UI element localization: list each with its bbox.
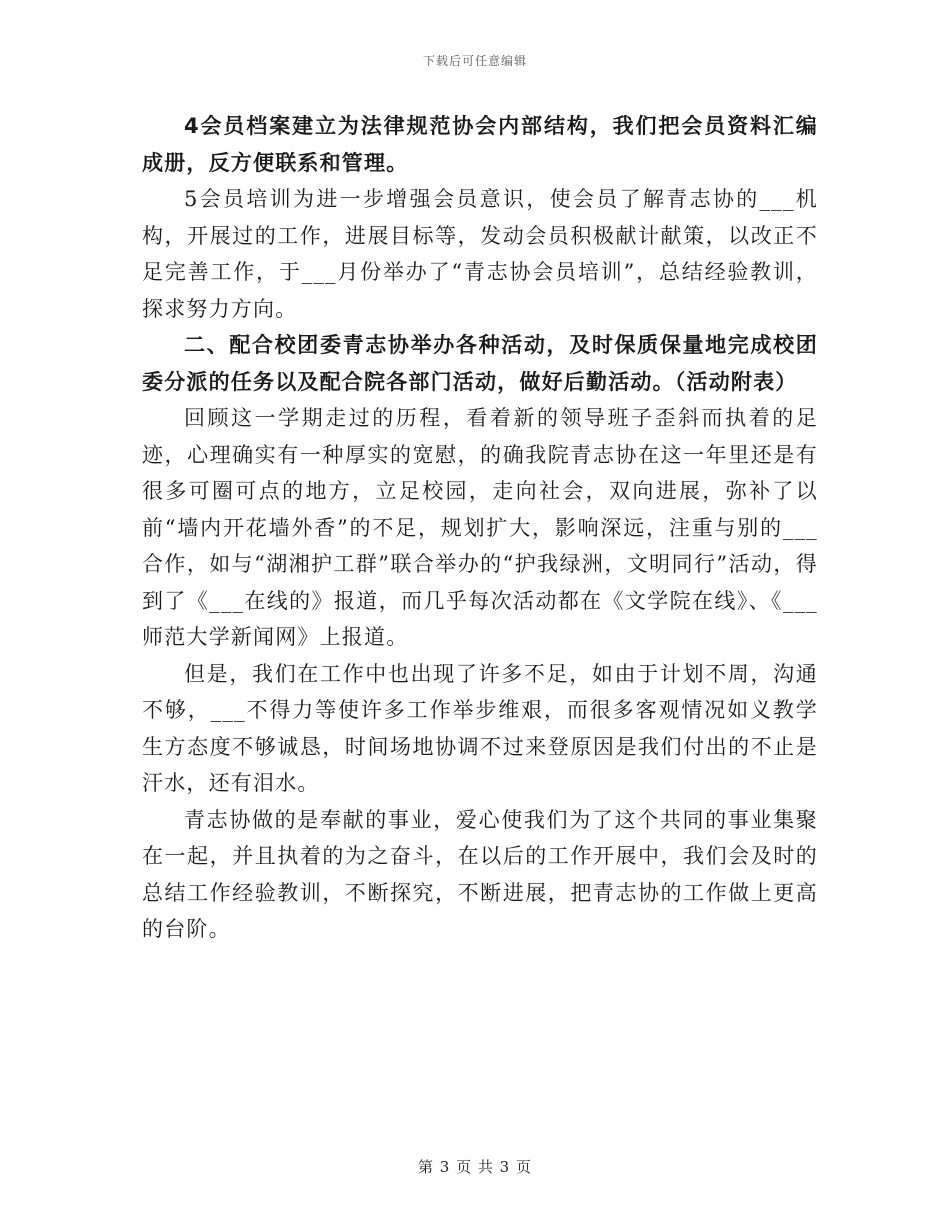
section-heading-activities: 二、配合校团委青志协举办各种活动，及时保质保量地完成校团委分派的任务以及配合院各部门活动，做好后勤活动。（活动附表）	[142, 333, 818, 394]
page-footer: 第 3 页 共 3 页	[418, 1158, 532, 1176]
paragraph-review: 回顾这一学期走过的历程，看着新的领导班子歪斜而执着的足迹，心理确实有一种厚实的宽慰，的确我院青志协在这一年里还是有很多可圈可点的地方，立足校园，走向社会，双向进展，弥补了以前“墙内开花墙外香”的不足，规划扩大，影响深远，注重与别的___合作，如与“湖湘护工群”联合举办的“护我绿洲，文明同行”活动，得到了《___在线的》报道，而几乎每次活动都在《文学院在线》、《___师范大学新闻网》上报道。	[142, 406, 818, 649]
paragraph-member-archives: 4会员档案建立为法律规范协会内部结构，我们把会员资料汇编成册，反方便联系和管理。	[142, 114, 818, 175]
paragraph-shortcomings: 但是，我们在工作中也出现了许多不足，如由于计划不周，沟通不够，___不得力等使许多工作举步维艰，而很多客观情况如义教学生方态度不够诚恳，时间场地协调不过来登原因是我们付出的不止是汗水，还有泪水。	[142, 661, 818, 795]
document-body	[142, 108, 818, 948]
page-header: 下载后可任意编辑	[422, 54, 527, 68]
paragraph-conclusion: 青志协做的是奉献的事业，爱心使我们为了这个共同的事业集聚在一起，并且执着的为之奋斗，在以后的工作开展中，我们会及时的总结工作经验教训，不断探究，不断进展，把青志协的工作做上更高的台阶。	[142, 807, 818, 941]
paragraph-member-training: 5会员培训为进一步增强会员意识，使会员了解青志协的___机构，开展过的工作，进展目标等，发动会员积极献计献策，以改正不足完善工作，于___月份举办了“青志协会员培训”，总结经验教训，探求努力方向。	[142, 187, 818, 321]
